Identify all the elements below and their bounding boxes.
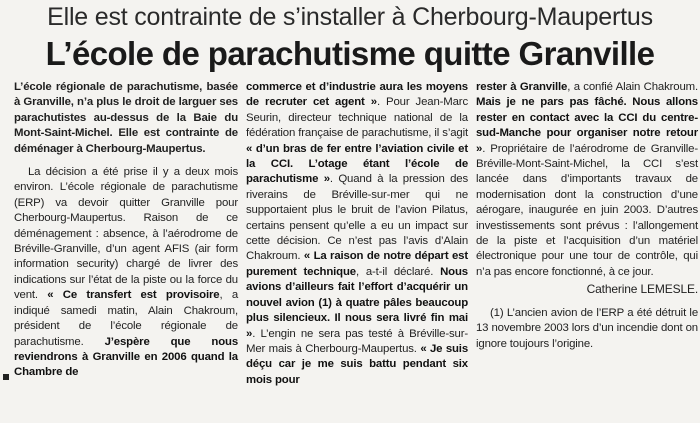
paragraph	[14, 165, 238, 381]
article-column-1	[14, 80, 238, 381]
body-text: La décision a été prise il y a deux mois environ. L’école régionale de parachutisme (ERP) va devoir quitter Granville pour Cherbourg-Maupertus. Raison de ce déménagement : absence, à l’aérodrome de Bréville-Granville, d’un agent AFIS (air form information security) chargé de livrer des indications sur l’état de la piste ou la force du vent.	[14, 166, 238, 302]
body-text: . Pour Jean-Marc Seurin, directeur technique national de la fédération française de parachutisme, il s’agit	[246, 96, 468, 140]
article-lead: L’école régionale de parachutisme, basée à Granville, n’a plus le droit de larguer ses parachutistes au-dessus de la Baie du Mont-Saint-Michel. Elle est contrainte de déménager à Cherbourg-Maupertus.	[14, 81, 238, 155]
quote-text: « Ce transfert est provisoire	[47, 289, 220, 302]
quote-text: rester à Granville	[476, 81, 568, 93]
body-text: . L’engin ne sera pas testé à Bréville-sur-Mer mais à Cherbourg-Maupertus.	[246, 327, 468, 355]
quote-text: Nous avions d’ailleurs fait l’effort d’acquérir un nouvel avion (1) à quatre pâles beaucoup plus silencieux. Il nous sera livré fin mai »	[246, 265, 468, 340]
quote-text: Mais je ne pars pas fâché. Nous allons rester en contact avec la CCI du centre-sud-Manche pour organiser notre retour »	[476, 96, 698, 155]
bullet-marker	[3, 374, 9, 380]
article-column-3	[476, 80, 698, 352]
body-text: , a confié Alain Chakroum.	[567, 81, 698, 93]
footnote: (1) L’ancien avion de l’ERP a été détruit le 13 novembre 2003 lors d’un incendie dont on ignore toujours l’origine.	[476, 306, 698, 350]
spacer	[476, 298, 698, 306]
quote-text: « Je suis déçu car je me suis battu pendant six mois pour	[246, 342, 469, 386]
article-column-2	[246, 80, 468, 388]
article-kicker: Elle est contrainte de s’installer à Cherbourg-Maupertus	[47, 3, 653, 31]
quote-text: « d’un bras de fer entre l’aviation civile et la CCI. L’otage étant l’école de parachutisme »	[246, 142, 468, 186]
body-text: , a indiqué samedi matin, Alain Chakroum, président de l’école régionale de parachutisme.	[14, 289, 239, 348]
body-text: . Quand à la pression des riverains de Bréville-sur-mer qui ne supportaient plus le bruit de l’avion Pilatus, certains pensent qu’elle a eu un impact sur cette décision. Ce n’est pas l’avis d’Alain Chakroum.	[246, 173, 469, 263]
paragraph	[476, 80, 698, 280]
quote-text: « La raison de notre départ est purement technique	[246, 250, 469, 278]
quote-text: J’espère que nous reviendrons à Granville en 2006 quand la Chambre de	[14, 335, 239, 379]
paragraph	[246, 80, 468, 388]
quote-text: commerce et d’industrie aura les moyens de recruter cet agent »	[246, 81, 468, 109]
body-text: , a-t-il déclaré.	[355, 265, 434, 278]
article-headline: L’école de parachutisme quitte Granville	[45, 35, 655, 72]
author-signature: Catherine LEMESLE.	[586, 282, 698, 297]
body-text: . Propriétaire de l’aérodrome de Granville-Bréville-Mont-Saint-Michel, la CCI s’est lancée dans d’importants travaux de modernisation dont la construction d’une aérogare, inaugurée en juin 2003. D’autres investissements sont prévus : l’allongement de la piste et l’acquisition d’un matériel électronique pour une tour de contrôle, qui n’a pas encore fonctionné, à ce jour.	[476, 142, 698, 278]
